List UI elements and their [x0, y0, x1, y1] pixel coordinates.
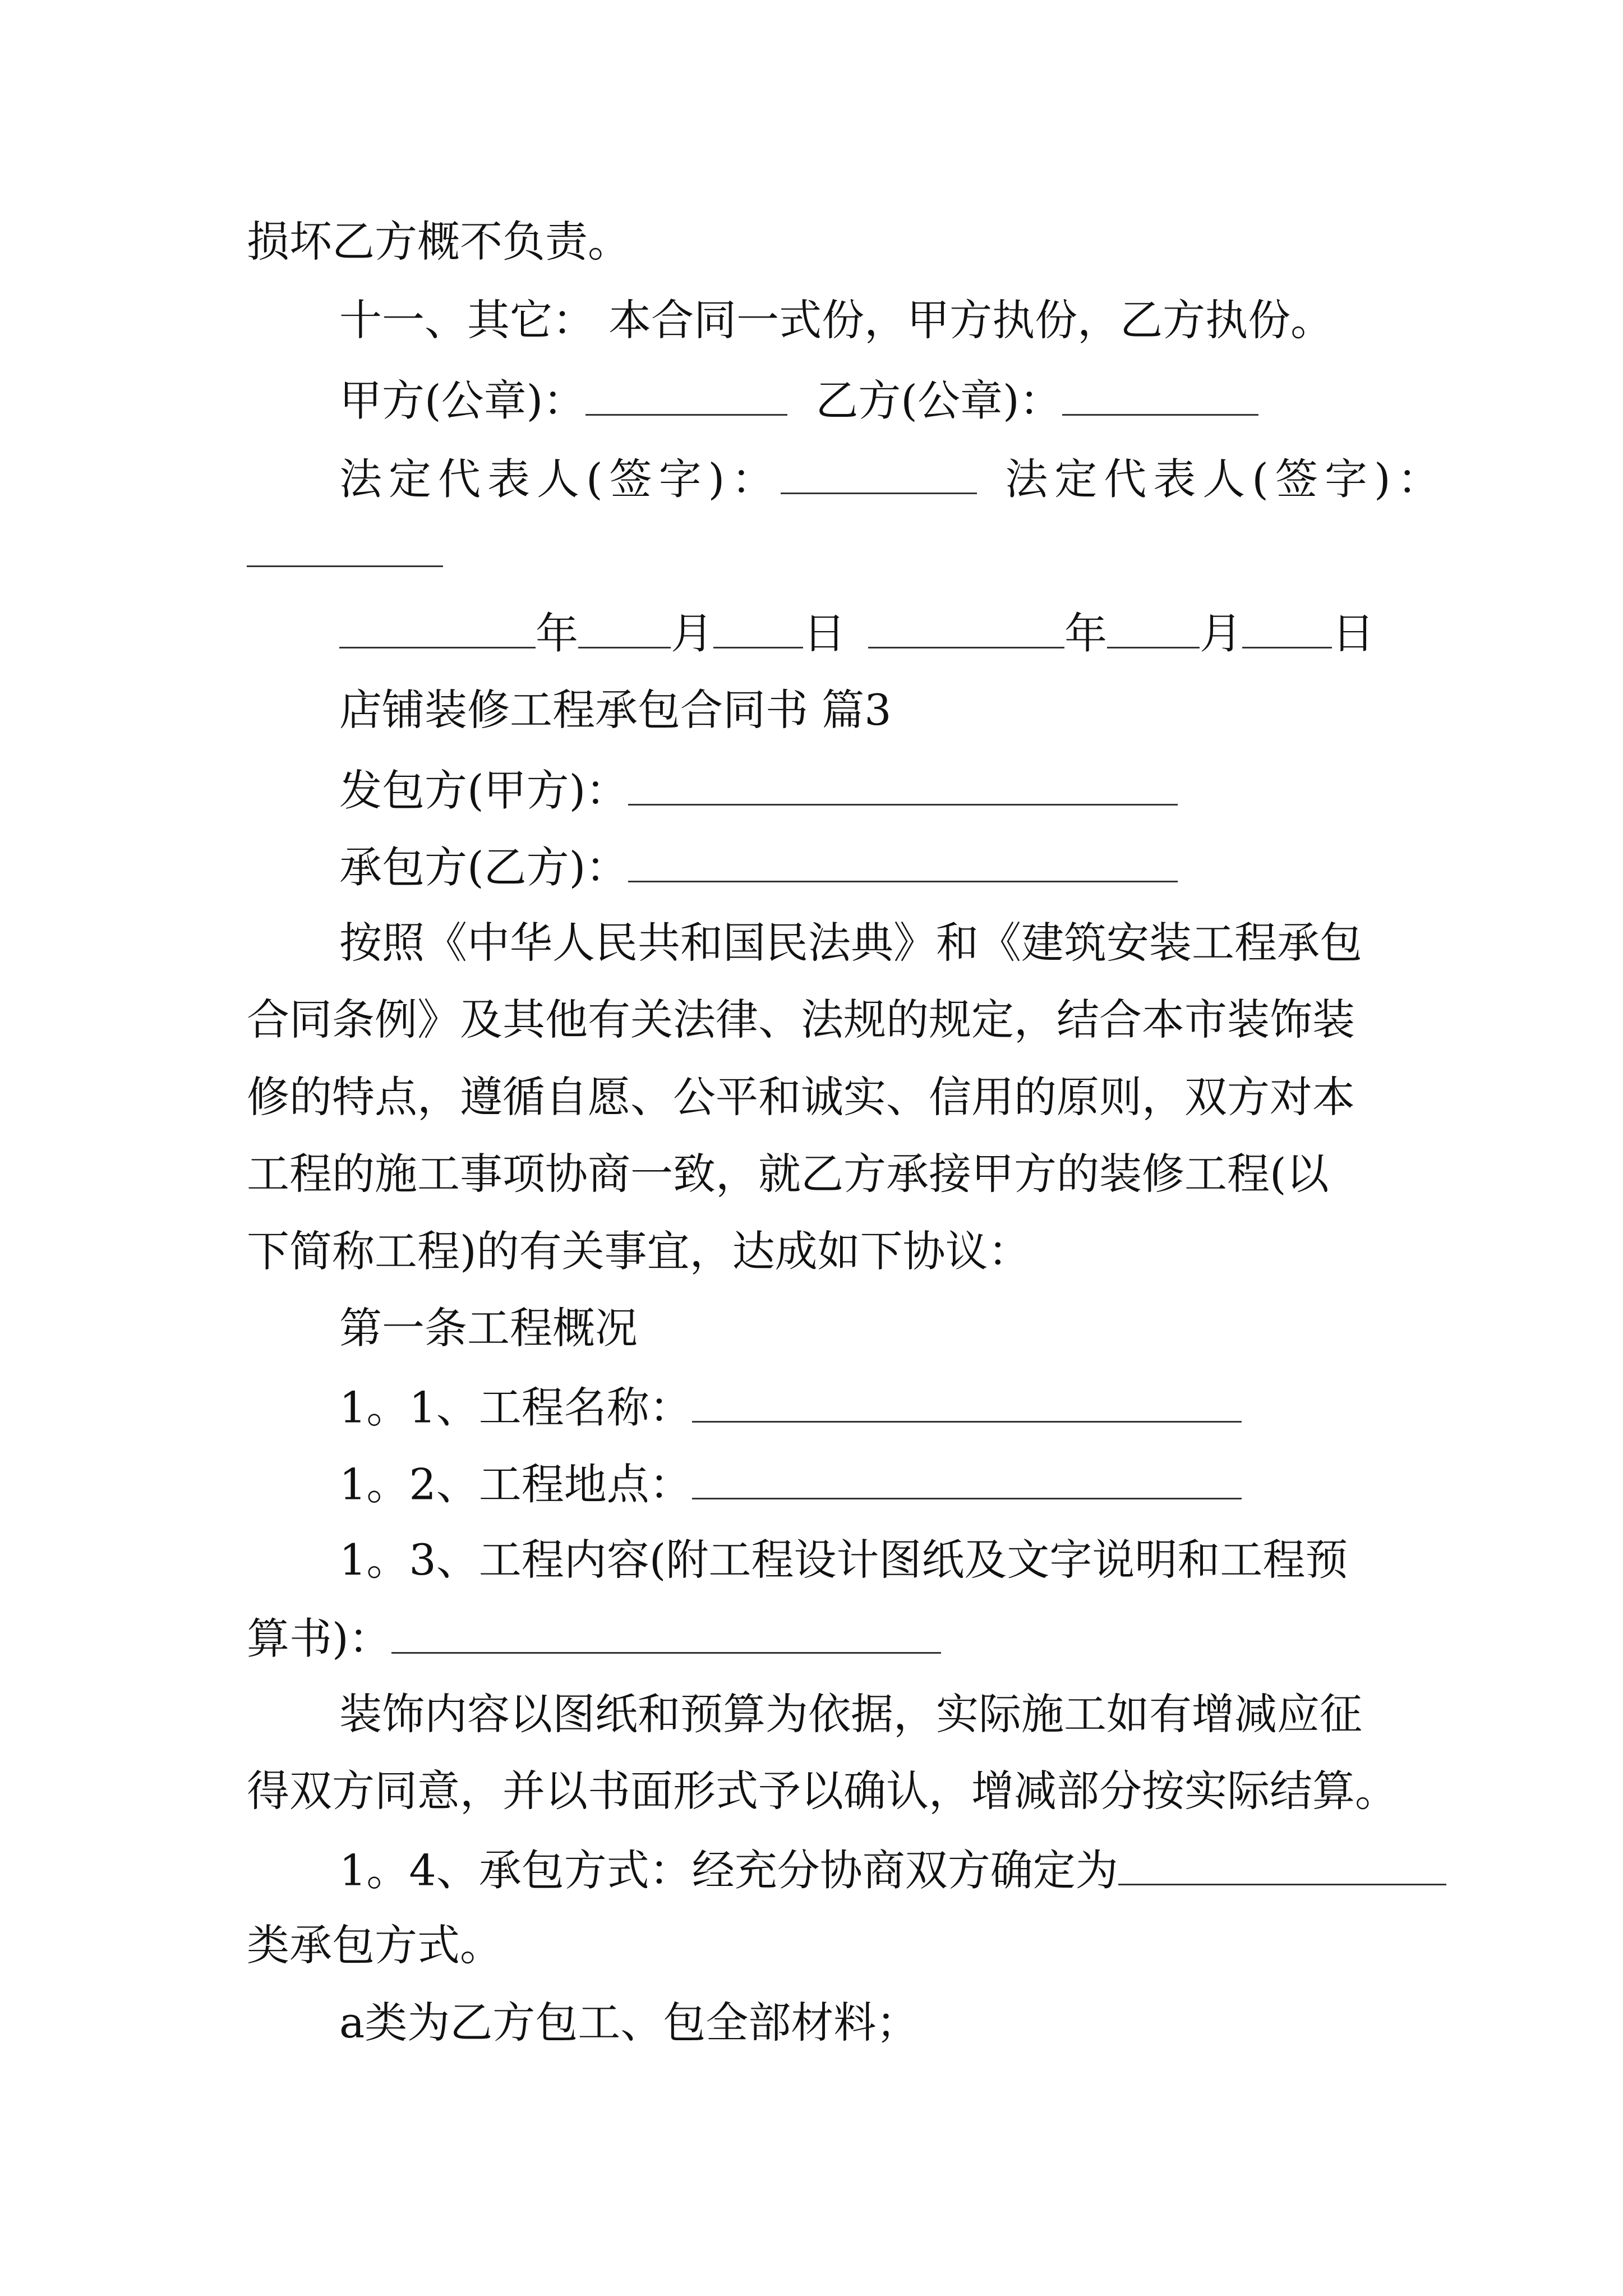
item-1-3: 1。3、工程内容(附工程设计图纸及文字说明和工程预: [339, 1535, 1348, 1585]
date-b-day-blank: [1242, 610, 1332, 648]
other-clause: 十一、其它： 本合同一式份，甲方执份，乙方执份。: [339, 295, 1334, 345]
article-1-heading: 第一条工程概况: [339, 1303, 638, 1353]
party-b-seal-blank: [1062, 378, 1258, 416]
date-a-year-label: 年: [536, 608, 578, 659]
employer-blank: [628, 767, 1178, 806]
party-b-seal-label: 乙方(公章)：: [815, 375, 1062, 426]
project-location-blank: [692, 1461, 1242, 1499]
date-b-year-label: 年: [1064, 608, 1107, 659]
text-line: 损坏乙方概不负责。: [247, 217, 630, 266]
preamble-line-1: 按照《中华人民共和国民法典》和《建筑安装工程承包: [339, 918, 1362, 968]
date-a-month-label: 月: [671, 608, 713, 659]
budget-label: 算书)：: [247, 1613, 391, 1664]
contractor-blank: [628, 844, 1178, 882]
decoration-line-2: 得双方同意，并以书面形式予以确认，增减部分按实际结算。: [247, 1766, 1398, 1816]
party-b-rep-label: 法定代表人(签字)：: [1005, 454, 1447, 504]
date-a-year-blank: [339, 610, 536, 648]
item-1-2: [339, 1459, 1242, 1510]
date-a-day-label: 日: [803, 608, 846, 659]
preamble-line-5: 下简称工程)的有关事宜，达成如下协议：: [247, 1226, 1031, 1276]
section-title: 店铺装修工程承包合同书 篇3: [339, 685, 892, 735]
employer-line: [339, 765, 1178, 816]
preamble-line-2: 合同条例》及其他有关法律、法规的规定，结合本市装饰装: [247, 995, 1355, 1045]
project-location-label: 1。2、工程地点：: [339, 1459, 692, 1510]
date-a-day-blank: [713, 610, 803, 648]
contract-mode-label: 1。4、承包方式：经充分协商双方确定为: [339, 1845, 1118, 1895]
item-1-4: [339, 1845, 1446, 1895]
item-1-4-cont: 类承包方式。: [247, 1920, 502, 1970]
type-a-line: a类为乙方包工、包全部材料；: [339, 1998, 919, 2047]
representative-blank-line: [247, 529, 443, 574]
preamble-line-3: 修的特点，遵循自愿、公平和诚实、信用的原则，双方对本: [247, 1072, 1355, 1122]
date-b-month-blank: [1107, 610, 1200, 648]
item-1-1: [339, 1382, 1242, 1433]
party-b-rep-blank: [247, 529, 443, 567]
preamble-line-4: 工程的施工事项协商一致，就乙方承接甲方的装修工程(以: [247, 1149, 1329, 1199]
date-b-year-blank: [868, 610, 1064, 648]
party-a-rep-label: 法定代表人(签字)：: [339, 454, 781, 504]
date-b-month-label: 月: [1200, 608, 1242, 659]
date-b-day-label: 日: [1332, 608, 1375, 659]
decoration-line-1: 装饰内容以图纸和预算为依据，实际施工如有增减应征: [339, 1689, 1362, 1739]
party-a-rep-blank: [781, 456, 977, 494]
representative-line: [339, 454, 1447, 504]
date-a-month-blank: [578, 610, 671, 648]
contractor-line: [339, 842, 1178, 892]
project-name-blank: [692, 1384, 1242, 1423]
seal-line: [339, 375, 1258, 426]
party-a-seal-blank: [585, 378, 787, 416]
budget-blank: [391, 1616, 941, 1654]
party-a-seal-label: 甲方(公章)：: [339, 375, 586, 426]
date-line: [339, 608, 1375, 659]
item-1-3-cont: [247, 1613, 941, 1664]
contract-mode-blank: [1118, 1847, 1446, 1885]
contractor-label: 承包方(乙方)：: [339, 842, 629, 892]
employer-label: 发包方(甲方)：: [339, 765, 629, 816]
project-name-label: 1。1、工程名称：: [339, 1382, 692, 1433]
